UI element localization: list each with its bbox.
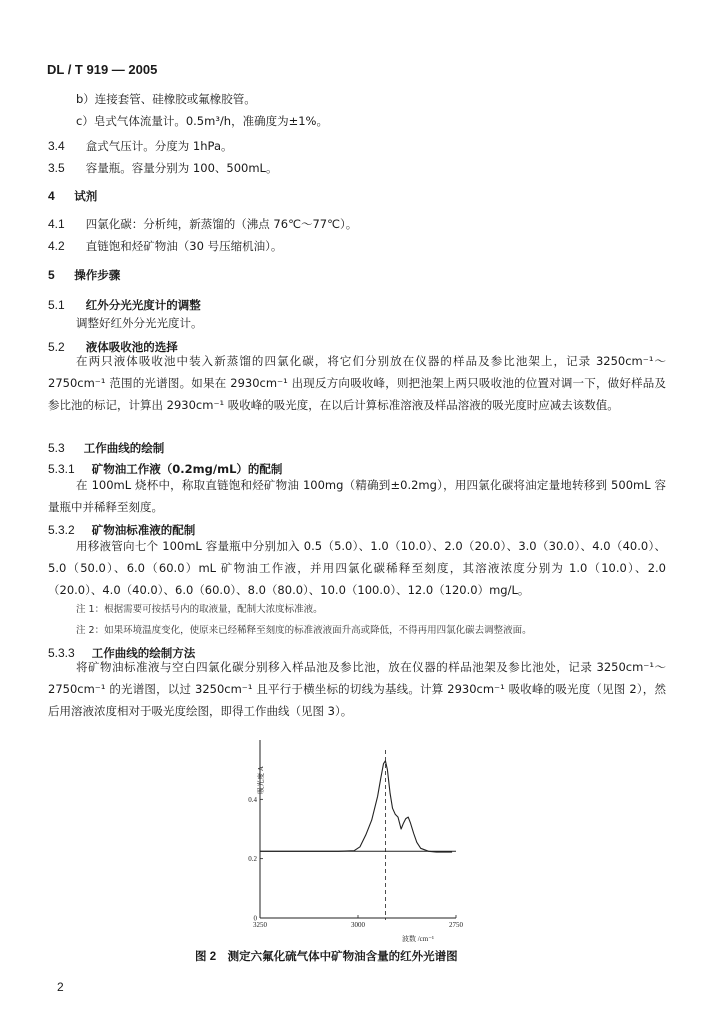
section-5-3-2-body: 用移液管向七个 100mL 容量瓶中分别加入 0.5（5.0）、1.0（10.0）、2.0（20.0）、3.0（30.0）、4.0（40.0）、5.0（50.0）、6.0（60.0）mL 矿物油工作液，并用四氯化碳稀释至刻度，其溶液浓度分别为 1.0（10.0）、2.0（20.0）、4.0（40.0）、6.0（60.0）、8.0（80.0）、10.0（100.0）、12.0（120.0）mg/L。 [48,539,666,597]
ir-spectrum-chart [222,732,482,942]
section-title: 试剂 [74,189,98,203]
section-number: 5.3.2 [48,523,75,537]
section-5-1-body: 调整好红外分光光度计。 [76,316,203,330]
section-text: 容量瓶。容量分别为 100、500mL。 [85,161,278,175]
page-number: 2 [57,980,64,994]
section-5-1-heading [48,294,201,313]
section-number: 3.5 [48,161,65,175]
y-tick-label: 0.2 [248,855,257,864]
item-b: b）连接套管、硅橡胶或氟橡胶管。 [76,92,256,106]
section-number: 5.3.3 [48,646,75,660]
section-4-2 [48,235,282,254]
section-5-3-1-body: 在 100mL 烧杯中，称取直链饱和烃矿物油 100mg（精确到±0.2mg），用四氯化碳将油定量地转移到 500mL 容量瓶中并稀释至刻度。 [48,478,666,514]
section-4-heading [48,185,97,204]
section-number: 4 [48,189,55,203]
section-text: 盒式气压计。分度为 1hPa。 [85,139,233,153]
section-number: 5.3 [48,441,65,455]
section-title: 矿物油工作液（0.2mg/mL）的配制 [91,462,283,476]
section-5-heading [48,264,120,283]
note-1: 注 1：根据需要可按括号内的取液量，配制大浓度标准液。 [76,604,323,615]
section-text: 四氯化碳：分析纯，新蒸馏的（沸点 76℃～77℃）。 [85,217,358,231]
section-title: 工作曲线的绘制方法 [91,646,196,660]
section-3-4 [48,135,233,154]
section-title: 液体吸收池的选择 [85,340,178,354]
y-tick-label: 0 [253,914,257,923]
section-number: 4.1 [48,217,65,231]
note-2: 注 2：如果环境温度变化，使原来已经稀释至刻度的标准液液面升高或降低，不得再用四氯化碳去调整液面。 [76,625,532,636]
x-tick-label: 3000 [351,921,365,929]
section-5-2-body: 在两只液体吸收池中装入新蒸馏的四氯化碳，将它们分别放在仪器的样品及参比池架上，记录 3250cm⁻¹～2750cm⁻¹ 范围的光谱图。如果在 2930cm⁻¹ 出现反方向吸收峰，则把池架上两只吸收池的位置对调一下，做好样品及参比池的标记，计算出 2930cm⁻¹ 吸收峰的吸光度，在以后计算标准溶液及样品溶液的吸光度时应减去该数值。 [48,354,666,412]
x-tick-label: 2750 [449,921,463,929]
y-tick-label: 0.4 [248,795,257,804]
standard-number: DL / T 919 — 2005 [47,62,158,77]
section-title: 矿物油标准液的配制 [91,523,196,537]
section-4-1 [48,213,357,232]
section-number: 3.4 [48,139,65,153]
spectrum-curve [260,761,452,852]
item-c: c）皂式气体流量计。0.5m³/h，准确度为±1%。 [76,114,328,128]
section-number: 5.2 [48,340,65,354]
figure-caption: 图 2 测定六氟化硫气体中矿物油含量的红外光谱图 [195,951,458,963]
section-title: 操作步骤 [74,268,121,282]
section-5-3-3-body: 将矿物油标准液与空白四氯化碳分别移入样品池及参比池，放在仪器的样品池架及参比池处，记录 3250cm⁻¹～2750cm⁻¹ 的光谱图，以过 3250cm⁻¹ 且平行于横坐标的切线为基线。计算 2930cm⁻¹ 吸收峰的吸光度（见图 2），然后用溶液浓度相对于吸光度绘图，即得工作曲线（见图 3）。 [48,660,666,718]
section-5-3-heading [48,437,164,456]
section-text: 直链饱和烃矿物油（30 号压缩机油）。 [85,239,283,253]
section-number: 4.2 [48,239,65,253]
section-3-5 [48,157,277,176]
y-axis-label: 吸光度 A [257,766,265,794]
section-title: 工作曲线的绘制 [83,441,165,455]
section-title: 红外分光光度计的调整 [85,298,201,312]
section-number: 5.3.1 [48,462,75,476]
section-number: 5 [48,268,55,282]
x-axis-label: 波数 /cm⁻¹ [401,935,435,942]
x-tick-label: 3250 [253,921,267,929]
section-number: 5.1 [48,298,65,312]
